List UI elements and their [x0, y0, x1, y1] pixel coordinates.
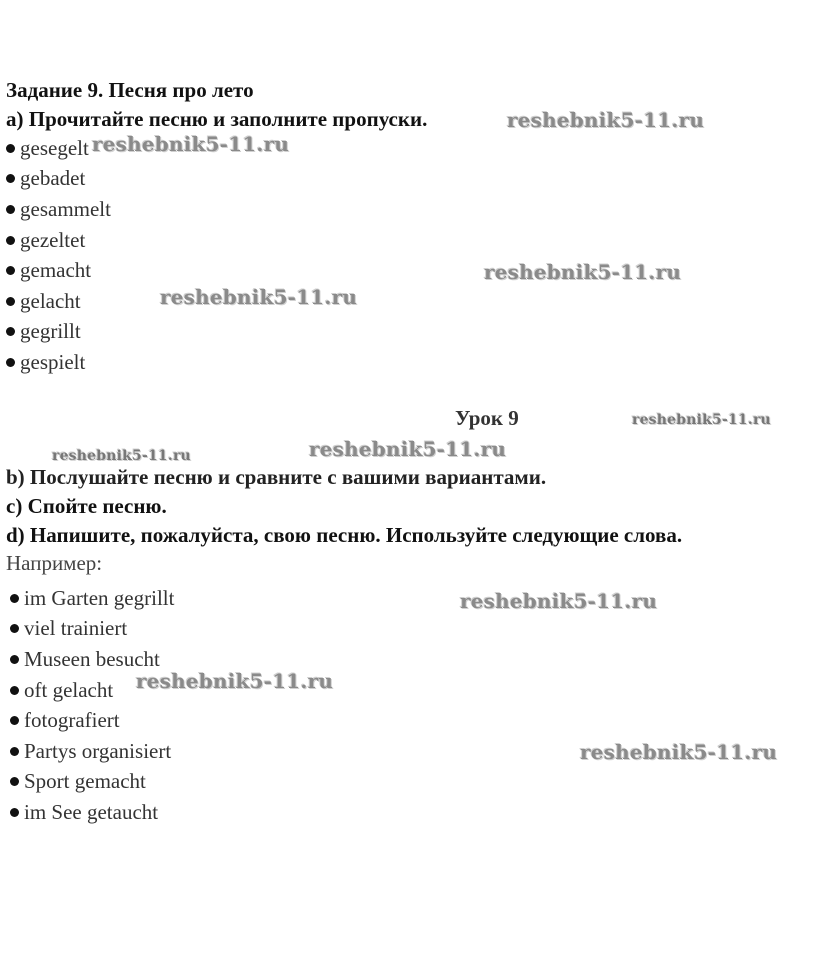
task-title: Задание 9. Песня про лето — [6, 78, 254, 102]
list-item: Partys organisiert — [10, 739, 171, 764]
list-item: im See getaucht — [10, 800, 158, 825]
list-item: gegrillt — [6, 319, 81, 344]
list-item: gespielt — [6, 350, 85, 375]
bullet-icon — [6, 205, 15, 214]
example-label: Например: — [6, 551, 103, 575]
list-item: fotografiert — [10, 708, 120, 733]
bullet-icon — [10, 747, 19, 756]
list-item: gelacht — [6, 289, 81, 314]
bullet-icon — [6, 327, 15, 336]
list-item: oft gelacht — [10, 678, 113, 703]
bullet-icon — [10, 686, 19, 695]
watermark: reshebnik5-11.ru — [460, 589, 658, 613]
part-a-instruction: a) Прочитайте песню и заполните пропуски. — [6, 107, 428, 131]
bullet-icon — [10, 594, 19, 603]
bullet-icon — [10, 777, 19, 786]
list-item: Museen besucht — [10, 647, 160, 672]
bullet-icon — [10, 624, 19, 633]
bullet-icon — [6, 174, 15, 183]
bullet-icon — [6, 297, 15, 306]
bullet-icon — [10, 716, 19, 725]
bullet-icon — [10, 655, 19, 664]
watermark: reshebnik5-11.ru — [507, 108, 705, 132]
list-item: im Garten gegrillt — [10, 586, 174, 611]
part-b-instruction: b) Послушайте песню и сравните с вашими вариантами. — [6, 465, 547, 489]
bullet-icon — [6, 358, 15, 367]
lesson-label: Урок 9 — [455, 406, 519, 430]
watermark: reshebnik5-11.ru — [484, 260, 682, 284]
bullet-icon — [6, 266, 15, 275]
watermark: reshebnik5-11.ru — [580, 740, 778, 764]
watermark: reshebnik5-11.ru — [632, 412, 771, 428]
list-item: Sport gemacht — [10, 769, 146, 794]
watermark: reshebnik5-11.ru — [136, 669, 334, 693]
list-item: gesammelt — [6, 197, 111, 222]
bullet-icon — [6, 236, 15, 245]
bullet-icon — [6, 144, 15, 153]
list-item: gemacht — [6, 258, 91, 283]
list-item: gezeltet — [6, 228, 85, 253]
list-item: gesegelt — [6, 136, 89, 161]
list-item: viel trainiert — [10, 616, 127, 641]
part-d-instruction: d) Напишите, пожалуйста, свою песню. Используйте следующие слова. — [6, 523, 683, 547]
part-c-instruction: c) Спойте песню. — [6, 494, 167, 518]
watermark: reshebnik5-11.ru — [92, 132, 290, 156]
list-item: gebadet — [6, 166, 85, 191]
watermark: reshebnik5-11.ru — [309, 437, 507, 461]
bullet-icon — [10, 808, 19, 817]
watermark: reshebnik5-11.ru — [160, 285, 358, 309]
watermark: reshebnik5-11.ru — [52, 448, 191, 464]
